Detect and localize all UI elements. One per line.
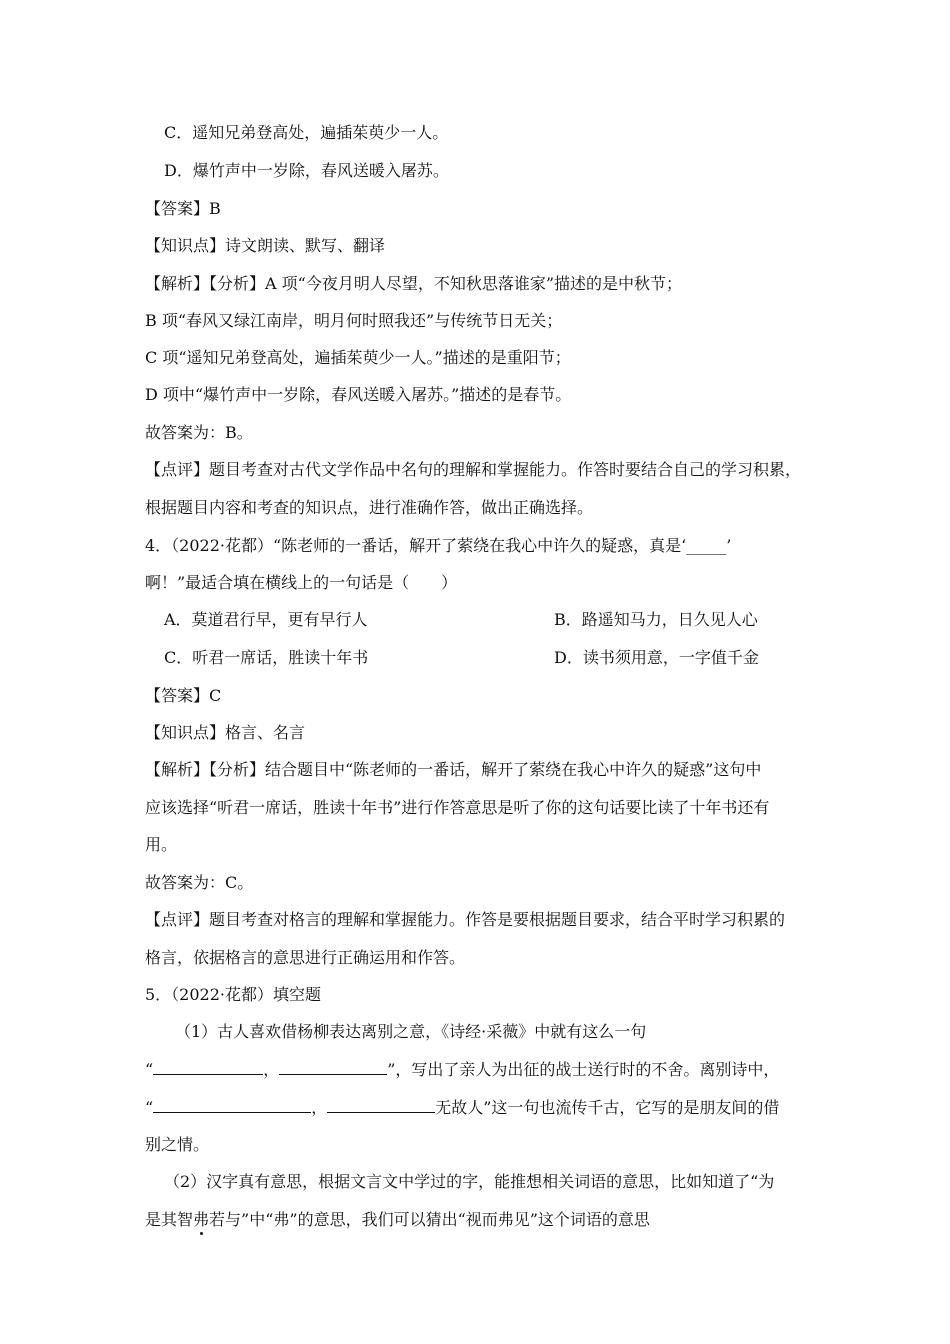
q3-knowledge-point: 【知识点】诗文朗读、默写、翻译 (145, 236, 386, 255)
q5-part1-line-3 (145, 1097, 815, 1119)
blank-3[interactable] (153, 1098, 311, 1113)
q5-title: 5．（2022·花都）填空题 (145, 985, 321, 1004)
q3-analysis-line-3: C 项“遥知兄弟登高处，遍插茱萸少一人。”描述的是重阳节； (145, 348, 571, 367)
q4-option-d: D．读书须用意，一字值千金 (554, 648, 759, 667)
q4-stem-line-2: 啊！”最适合填在横线上的一句话是（ ） (145, 573, 458, 592)
q4-options-row-1 (164, 609, 834, 631)
q4-comment-line-1: 【点评】题目考查对格言的理解和掌握能力。作答是要根据题目要求，结合平时学习积累的 (145, 910, 786, 929)
q3-comment-line-2: 根据题目内容和考查的知识点，进行准确作答，做出正确选择。 (145, 498, 594, 517)
q3-analysis-line-4: D 项中“爆竹声中一岁除，春风送暖入屠苏。”描述的是春节。 (145, 385, 572, 404)
emphasis-dotted-char: 弗 (193, 1210, 210, 1229)
q3-option-d: D．爆竹声中一岁除，春风送暖入屠苏。 (164, 161, 449, 180)
comma: ， (311, 1098, 328, 1117)
q3-analysis-line-1: 【解析】【分析】A 项“今夜月明人尽望，不知秋思落谁家”描述的是中秋节； (145, 274, 683, 293)
q4-analysis-line-2: 应该选择“听君一席话，胜读十年书”进行作答意思是听了你的这句话要比读了十年书还有 (145, 798, 770, 817)
q4-comment-line-2: 格言，依据格言的意思进行正确运用和作答。 (145, 948, 466, 967)
open-quote: “ (145, 1098, 154, 1117)
q5-part1-line-1: （1）古人喜欢借杨柳表达离别之意，《诗经·采薇》中就有这么一句 (175, 1022, 647, 1041)
q5-part2-line-1: （2）汉字真有意思，根据文言文中学过的字，能推想相关词语的意思，比如知道了“为 (164, 1172, 775, 1191)
blank-4[interactable] (327, 1098, 435, 1113)
q4-analysis-line-3: 用。 (145, 835, 178, 854)
q5-part1-line-3-tail: 无故人”这一句也流传千古，它写的是朋友间的借 (435, 1098, 780, 1117)
q4-stem-line-1: 4．（2022·花都）“陈老师的一番话，解开了萦绕在我心中许久的疑惑，真是‘_____’ (145, 536, 732, 555)
q5-part1-line-2-tail: ”，写出了亲人为出征的战士送行时的不舍。离别诗中， (387, 1060, 780, 1079)
q5-part1-line-2 (145, 1059, 815, 1081)
q5-part1-line-4: 别之情。 (145, 1135, 210, 1154)
q3-conclusion: 故答案为：B。 (145, 423, 253, 442)
q3-option-c: C．遥知兄弟登高处，遍插茱萸少一人。 (164, 123, 449, 142)
q5-part2-line-2 (145, 1209, 815, 1231)
q4-options-row-2 (164, 647, 834, 669)
blank-1[interactable] (153, 1060, 263, 1075)
q4-answer: 【答案】C (145, 686, 222, 705)
q4-conclusion: 故答案为：C。 (145, 873, 254, 892)
q4-analysis-line-1: 【解析】【分析】结合题目中“陈老师的一番话，解开了萦绕在我心中许久的疑惑”这句中 (145, 760, 762, 779)
q4-option-a: A．莫道君行早，更有早行人 (164, 610, 368, 629)
q4-option-c: C．听君一席话，胜读十年书 (164, 648, 369, 667)
q3-analysis-line-2: B 项“春风又绿江南岸，明月何时照我还”与传统节日无关； (145, 311, 563, 330)
blank-2[interactable] (279, 1060, 387, 1075)
q4-knowledge-point: 【知识点】格言、名言 (145, 723, 306, 742)
q3-answer: 【答案】B (145, 199, 221, 218)
q3-comment-line-1: 【点评】题目考查对古代文学作品中名句的理解和掌握能力。作答时要结合自己的学习积累， (145, 460, 802, 479)
open-quote: “ (145, 1060, 154, 1079)
q5-part2-line-2-post: 若与”中“弗”的意思，我们可以猜出“视而弗见”这个词语的意思 (209, 1210, 650, 1229)
comma: ， (263, 1060, 280, 1079)
q5-part2-line-2-pre: 是其智 (145, 1210, 194, 1229)
q4-option-b: B．路遥知马力，日久见人心 (554, 610, 758, 629)
